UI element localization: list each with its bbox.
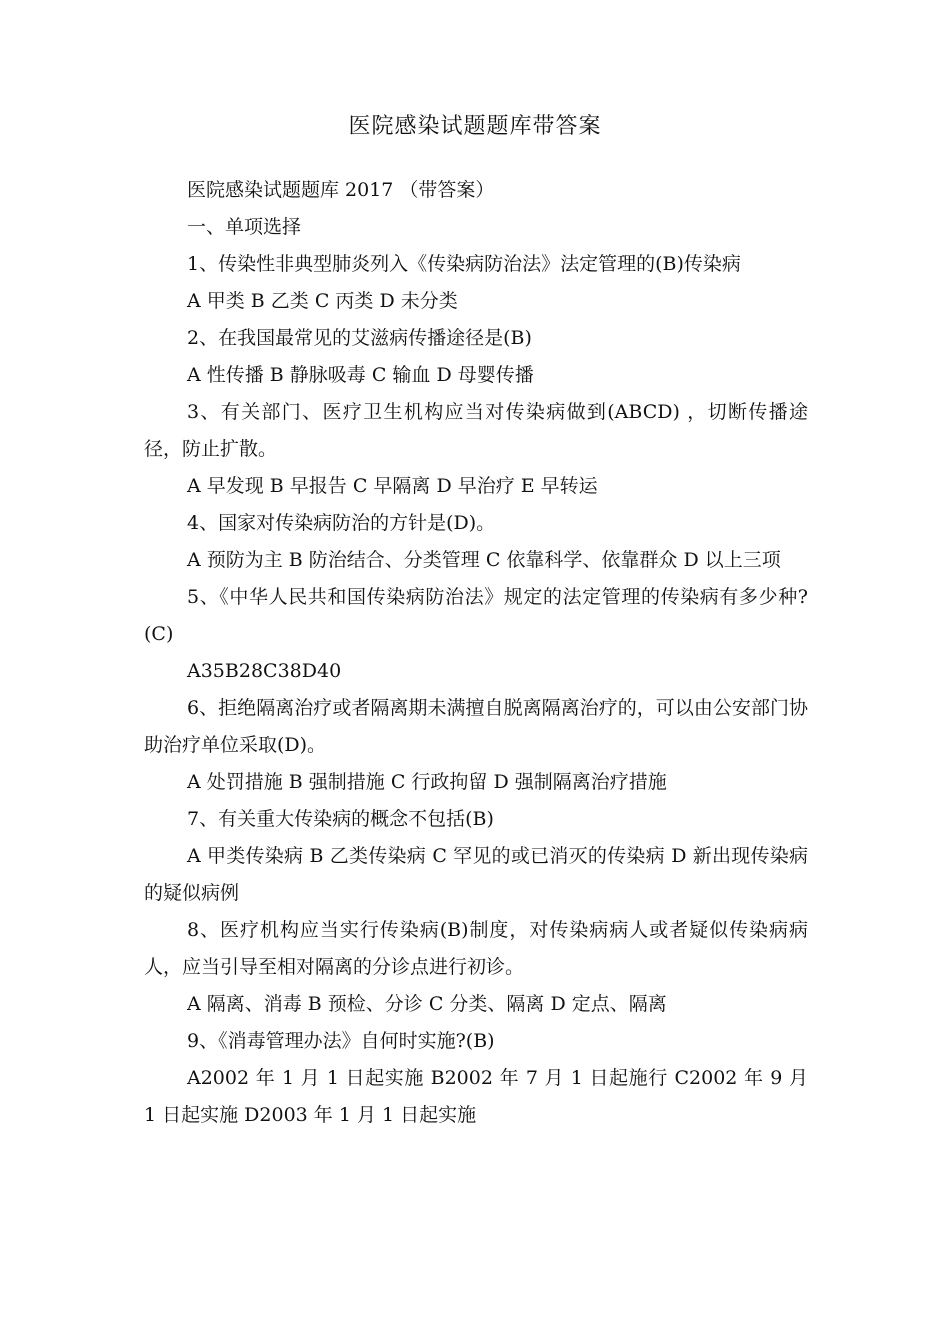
- options-7: A 甲类传染病 B 乙类传染病 C 罕见的或已消灭的传染病 D 新出现传染病的疑似病例: [144, 845, 808, 904]
- options-2: A 性传播 B 静脉吸毒 C 输血 D 母婴传播: [187, 364, 534, 386]
- options-9: A2002 年 1 月 1 日起实施 B2002 年 7 月 1 日起施行 C2002 年 9 月 1 日起实施 D2003 年 1 月 1 日起实施: [144, 1067, 808, 1126]
- doc-subtitle: 医院感染试题题库 2017 （带答案）: [187, 179, 495, 201]
- options-4: A 预防为主 B 防治结合、分类管理 C 依靠科学、依靠群众 D 以上三项: [187, 549, 781, 571]
- question-4: 4、国家对传染病防治的方针是(D)。: [187, 512, 496, 534]
- question-3: 3、有关部门、医疗卫生机构应当对传染病做到(ABCD) ，切断传播途径，防止扩散。: [144, 401, 808, 460]
- question-8: 8、医疗机构应当实行传染病(B)制度，对传染病病人或者疑似传染病病人，应当引导至相对隔离的分诊点进行初诊。: [144, 919, 808, 978]
- options-6: A 处罚措施 B 强制措施 C 行政拘留 D 强制隔离治疗措施: [187, 771, 667, 793]
- document-body: [144, 172, 808, 1134]
- question-9: 9、《消毒管理办法》自何时实施?(B): [187, 1030, 495, 1052]
- section-heading: 一、单项选择: [187, 216, 302, 238]
- question-6: 6、拒绝隔离治疗或者隔离期未满擅自脱离隔离治疗的，可以由公安部门协助治疗单位采取(D)。: [144, 697, 808, 756]
- options-8: A 隔离、消毒 B 预检、分诊 C 分类、隔离 D 定点、隔离: [187, 993, 667, 1015]
- question-1: 1、传染性非典型肺炎列入《传染病防治法》法定管理的(B)传染病: [187, 253, 741, 275]
- question-7: 7、有关重大传染病的概念不包括(B): [187, 808, 494, 830]
- document-title: 医院感染试题题库带答案: [348, 114, 602, 139]
- options-5: A35B28C38D40: [187, 660, 342, 682]
- question-2: 2、在我国最常见的艾滋病传播途径是(B): [187, 327, 532, 349]
- options-1: A 甲类 B 乙类 C 丙类 D 未分类: [187, 290, 458, 312]
- question-5: 5、《中华人民共和国传染病防治法》规定的法定管理的传染病有多少种?(C): [144, 586, 808, 645]
- options-3: A 早发现 B 早报告 C 早隔离 D 早治疗 E 早转运: [187, 475, 598, 497]
